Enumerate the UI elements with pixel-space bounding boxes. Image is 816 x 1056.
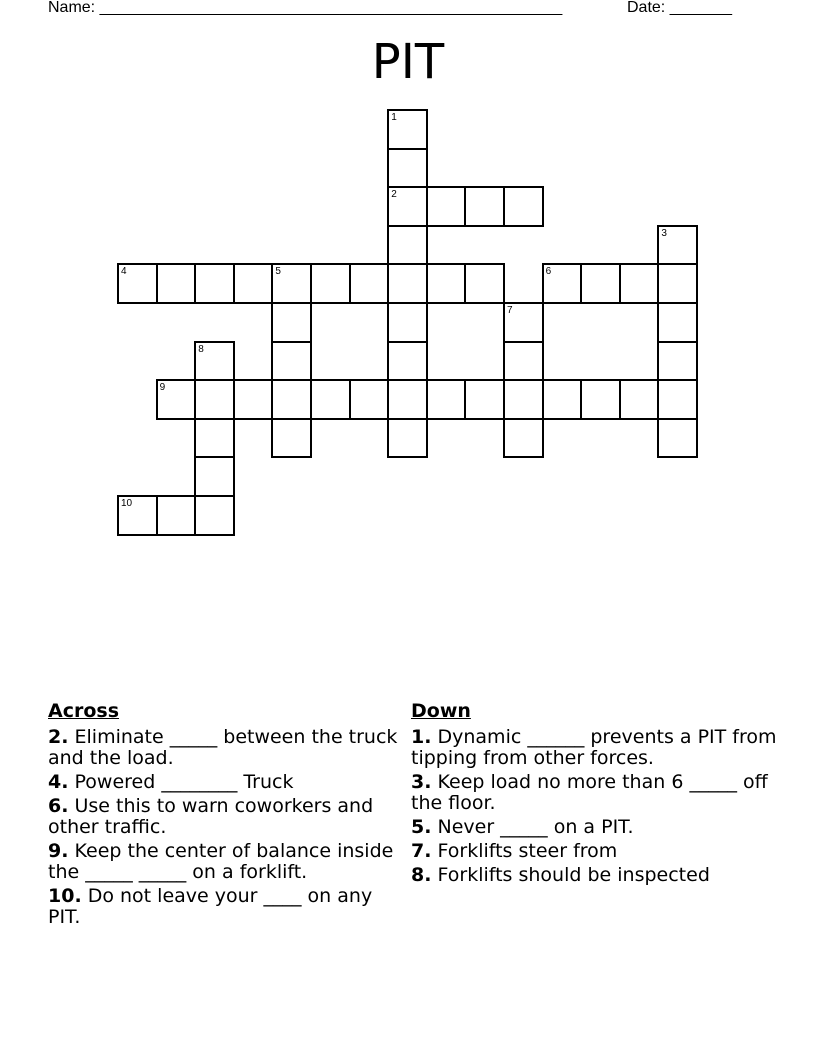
- clue-text: Forklifts steer from: [437, 840, 618, 862]
- grid-cell[interactable]: [387, 418, 428, 459]
- down-clues: [411, 701, 791, 889]
- clue-number: 8.: [411, 864, 432, 886]
- grid-cell[interactable]: [387, 302, 428, 343]
- grid-cell[interactable]: [542, 379, 583, 420]
- grid-cell[interactable]: [426, 379, 467, 420]
- grid-cell[interactable]: [271, 379, 312, 420]
- cell-number: 4: [121, 266, 127, 278]
- cell-number: 6: [545, 266, 552, 278]
- grid-cell[interactable]: [156, 263, 197, 304]
- grid-cell[interactable]: [271, 263, 312, 304]
- clue-number: 3.: [411, 771, 432, 793]
- cell-number: 10: [121, 498, 133, 509]
- clue-number: 9.: [48, 840, 69, 862]
- grid-cell[interactable]: [310, 379, 351, 420]
- clue-text: Powered ________ Truck: [74, 771, 294, 793]
- cell-number: 9: [159, 382, 166, 394]
- grid-cell[interactable]: [464, 186, 505, 227]
- grid-cell[interactable]: [657, 263, 698, 304]
- grid-cell[interactable]: [387, 379, 428, 420]
- grid-cell[interactable]: [310, 263, 351, 304]
- grid-cell[interactable]: [657, 302, 698, 343]
- grid-cell[interactable]: [657, 225, 698, 266]
- grid-cell[interactable]: [580, 379, 621, 420]
- grid-cell[interactable]: [542, 263, 583, 304]
- grid-cell[interactable]: [503, 302, 544, 343]
- down-heading: Down: [411, 700, 471, 722]
- cell-number: 7: [507, 305, 513, 316]
- cell-number: 8: [198, 343, 204, 355]
- clue-down-5: [411, 817, 791, 838]
- grid-cell[interactable]: [194, 341, 235, 382]
- grid-cell[interactable]: [503, 379, 544, 420]
- clue-down-3: [411, 772, 791, 814]
- clue-text: Keep load no more than 6 _____ off the floor.: [411, 771, 768, 814]
- cell-number: 2: [391, 189, 397, 201]
- cell-number: 5: [275, 266, 281, 278]
- grid-cell[interactable]: [117, 263, 158, 304]
- clue-text: Dynamic ______ prevents a PIT from tipping from other forces.: [411, 726, 777, 769]
- clue-number: 2.: [48, 726, 69, 748]
- grid-cell[interactable]: [117, 495, 158, 536]
- clue-number: 1.: [411, 726, 432, 748]
- grid-cell[interactable]: [156, 379, 197, 420]
- grid-cell[interactable]: [271, 418, 312, 459]
- grid-cell[interactable]: [194, 456, 235, 497]
- grid-cell[interactable]: [657, 341, 698, 382]
- grid-cell[interactable]: [426, 186, 467, 227]
- clue-text: Keep the center of balance inside the _____ _____ on a forklift.: [48, 840, 394, 883]
- grid-cell[interactable]: [426, 263, 467, 304]
- across-heading: Across: [48, 700, 120, 722]
- clue-down-7: [411, 841, 791, 862]
- grid-cell[interactable]: [464, 379, 505, 420]
- grid-cell[interactable]: [387, 225, 428, 266]
- grid-cell[interactable]: [503, 186, 544, 227]
- clue-across-4: [48, 772, 398, 793]
- cell-number: 1: [391, 112, 397, 123]
- clue-text: Do not leave your ____ on any PIT.: [48, 885, 373, 928]
- clue-across-9: [48, 841, 398, 883]
- clue-number: 4.: [48, 771, 69, 793]
- grid-cell[interactable]: [233, 379, 274, 420]
- name-line: Name: ____________________________________________________: [48, 0, 563, 16]
- clue-across-10: [48, 886, 398, 928]
- grid-cell[interactable]: [619, 379, 660, 420]
- grid-cell[interactable]: [657, 418, 698, 459]
- clue-number: 7.: [411, 840, 432, 862]
- grid-cell[interactable]: [387, 148, 428, 189]
- clue-number: 6.: [48, 795, 69, 817]
- clue-down-1: [411, 727, 791, 769]
- grid-cell[interactable]: [657, 379, 698, 420]
- grid-cell[interactable]: [619, 263, 660, 304]
- clue-text: Never _____ on a PIT.: [437, 816, 634, 838]
- cell-number: 3: [661, 227, 667, 239]
- clue-text: Use this to warn coworkers and other traffic.: [48, 795, 374, 838]
- across-clues: [48, 701, 398, 931]
- grid-cell[interactable]: [349, 379, 390, 420]
- grid-cell[interactable]: [580, 263, 621, 304]
- grid-cell[interactable]: [194, 418, 235, 459]
- grid-cell[interactable]: [156, 495, 197, 536]
- clue-number: 5.: [411, 816, 432, 838]
- grid-cell[interactable]: [387, 263, 428, 304]
- grid-cell[interactable]: [349, 263, 390, 304]
- grid-cell[interactable]: [387, 186, 428, 227]
- grid-cell[interactable]: [387, 109, 428, 150]
- grid-cell[interactable]: [503, 341, 544, 382]
- grid-cell[interactable]: [464, 263, 505, 304]
- grid-cell[interactable]: [503, 418, 544, 459]
- puzzle-title: PIT: [371, 34, 445, 90]
- clue-number: 10.: [48, 885, 82, 907]
- grid-cell[interactable]: [233, 263, 274, 304]
- grid-cell[interactable]: [271, 302, 312, 343]
- grid-cell[interactable]: [194, 379, 235, 420]
- clue-down-8: [411, 865, 791, 886]
- grid-cell[interactable]: [387, 341, 428, 382]
- grid-cell[interactable]: [271, 341, 312, 382]
- grid-cell[interactable]: [194, 495, 235, 536]
- date-line: Date: _______: [627, 0, 732, 16]
- clue-text: Eliminate _____ between the truck and the load.: [48, 726, 398, 769]
- grid-cell[interactable]: [194, 263, 235, 304]
- clue-across-2: [48, 727, 398, 769]
- clue-text: Forklifts should be inspected: [437, 864, 710, 886]
- clue-across-6: [48, 796, 398, 838]
